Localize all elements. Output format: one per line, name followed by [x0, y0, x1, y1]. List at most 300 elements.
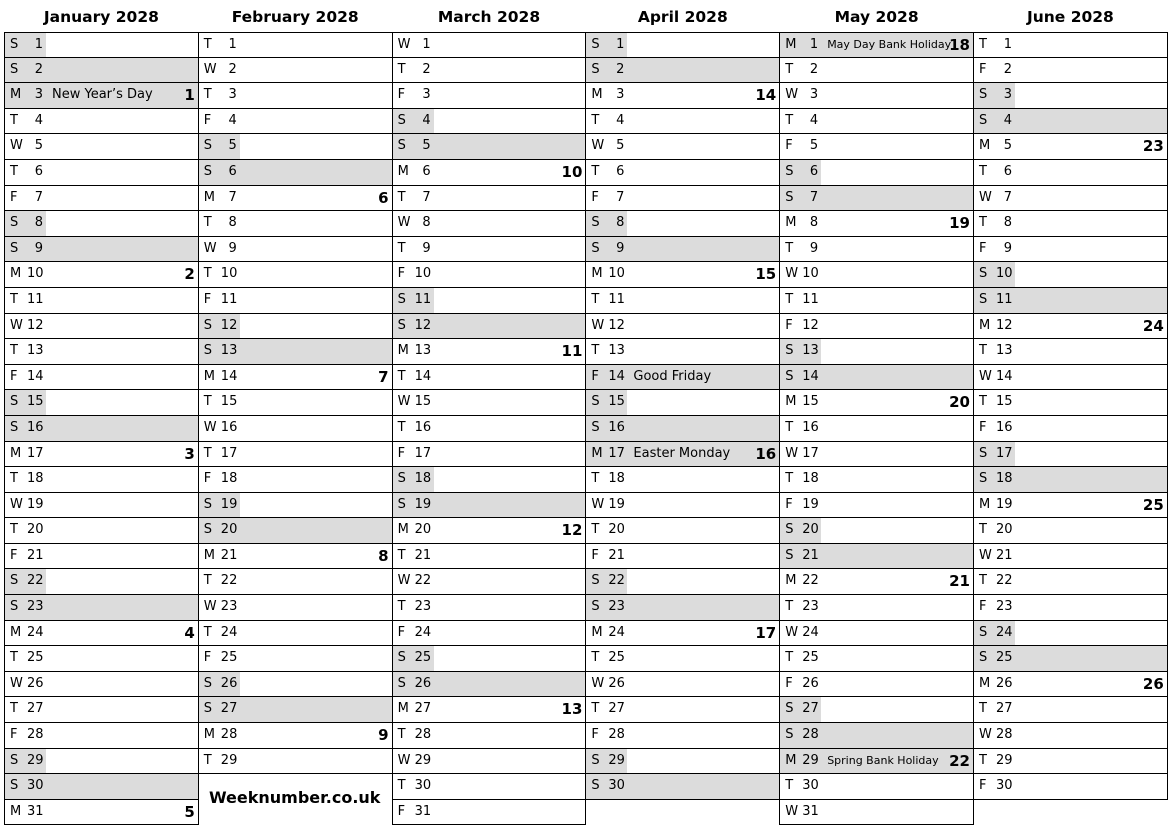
day-row[interactable] [198, 672, 392, 698]
day-row[interactable] [779, 749, 973, 775]
day-row[interactable] [585, 595, 779, 621]
day-row[interactable] [4, 83, 198, 109]
day-of-week: S [785, 163, 794, 179]
day-of-week: F [785, 317, 793, 333]
day-row[interactable] [973, 365, 1167, 391]
day-row[interactable] [198, 697, 392, 723]
day-number: 26 [608, 675, 625, 691]
day-row[interactable] [973, 621, 1167, 647]
day-row[interactable] [973, 339, 1167, 365]
day-row[interactable] [198, 723, 392, 749]
day-number: 9 [228, 240, 237, 256]
day-row[interactable] [198, 160, 392, 186]
day-row[interactable] [198, 467, 392, 493]
day-row[interactable] [973, 544, 1167, 570]
day-row[interactable] [4, 774, 198, 800]
day-row[interactable] [779, 339, 973, 365]
month-title: May 2028 [834, 8, 919, 26]
day-of-week: S [397, 112, 406, 128]
day-row[interactable] [198, 493, 392, 519]
day-row[interactable] [973, 416, 1167, 442]
day-row[interactable] [392, 134, 586, 160]
day-of-week: T [10, 650, 18, 666]
day-row[interactable] [585, 288, 779, 314]
day-row[interactable] [4, 595, 198, 621]
day-of-week: S [397, 317, 406, 333]
day-row[interactable] [779, 83, 973, 109]
day-row[interactable] [392, 518, 586, 544]
day-row[interactable] [4, 32, 198, 58]
day-row[interactable] [392, 442, 586, 468]
day-number: 1 [616, 37, 625, 52]
day-row[interactable] [779, 595, 973, 621]
day-number: 19 [996, 496, 1013, 512]
day-row[interactable] [198, 134, 392, 160]
day-row[interactable] [779, 32, 973, 58]
day-row[interactable] [779, 211, 973, 237]
day-of-week: S [203, 317, 213, 333]
day-number: 30 [996, 778, 1013, 794]
day-of-week: T [203, 752, 212, 768]
day-row[interactable] [585, 672, 779, 698]
day-row[interactable] [392, 467, 586, 493]
day-of-week: W [203, 599, 217, 615]
day-number: 7 [616, 189, 625, 205]
day-row[interactable] [973, 493, 1167, 519]
day-row[interactable] [973, 314, 1167, 340]
day-row[interactable] [392, 314, 586, 340]
day-row[interactable] [198, 621, 392, 647]
day-row[interactable] [4, 288, 198, 314]
day-row[interactable] [4, 621, 198, 647]
day-of-week: T [397, 547, 406, 563]
day-of-week: S [785, 547, 794, 563]
day-of-week: S [203, 343, 213, 359]
day-of-week: S [979, 624, 988, 640]
day-row[interactable] [4, 493, 198, 519]
day-number: 12 [996, 317, 1013, 333]
day-row[interactable] [198, 749, 392, 775]
day-row[interactable] [585, 416, 779, 442]
day-number: 7 [809, 189, 819, 205]
day-row[interactable] [198, 365, 392, 391]
day-row[interactable] [4, 211, 198, 237]
day-row[interactable] [973, 186, 1167, 212]
day-number: 27 [27, 701, 44, 717]
day-list [4, 32, 199, 825]
day-row[interactable] [4, 672, 198, 698]
day-row[interactable] [392, 32, 586, 58]
day-row[interactable] [392, 493, 586, 519]
day-number: 6 [1003, 163, 1012, 179]
day-row[interactable] [392, 262, 586, 288]
day-row[interactable] [973, 749, 1167, 775]
day-number: 19 [608, 496, 625, 512]
day-row[interactable] [392, 416, 586, 442]
day-row[interactable] [4, 314, 198, 340]
day-row[interactable] [4, 749, 198, 775]
holiday-label: May Day Bank Holiday [827, 38, 952, 51]
day-of-week: W [979, 189, 992, 205]
day-row[interactable] [779, 467, 973, 493]
day-number: 24 [414, 624, 432, 640]
day-number: 13 [996, 343, 1013, 359]
day-of-week: W [979, 547, 992, 563]
day-row[interactable] [198, 646, 392, 672]
day-number: 1 [422, 37, 431, 52]
day-number: 9 [1003, 240, 1012, 256]
day-row[interactable] [585, 442, 779, 468]
day-row[interactable] [392, 595, 586, 621]
day-of-week: T [397, 189, 406, 205]
day-of-week: S [397, 650, 406, 666]
day-row[interactable] [4, 134, 198, 160]
day-row[interactable] [779, 518, 973, 544]
day-of-week: S [591, 37, 600, 52]
day-of-week: T [203, 215, 212, 231]
day-number: 27 [220, 701, 238, 717]
day-row[interactable] [585, 697, 779, 723]
day-row[interactable] [779, 723, 973, 749]
day-number: 15 [27, 394, 44, 410]
day-row[interactable] [392, 365, 586, 391]
day-row[interactable] [392, 774, 586, 800]
day-row[interactable] [973, 595, 1167, 621]
day-number: 26 [996, 675, 1013, 691]
month-column [392, 0, 587, 825]
day-row[interactable] [198, 58, 392, 84]
day-row[interactable] [779, 646, 973, 672]
day-of-week: M [785, 215, 797, 231]
day-of-week: T [979, 522, 987, 538]
day-row[interactable] [198, 109, 392, 135]
day-of-week: S [979, 650, 988, 666]
day-row[interactable] [973, 467, 1167, 493]
day-of-week: F [203, 650, 212, 666]
day-row[interactable] [585, 365, 779, 391]
day-number: 29 [220, 752, 238, 768]
day-row[interactable] [392, 237, 586, 263]
day-of-week: F [785, 675, 793, 691]
day-row[interactable] [198, 32, 392, 58]
day-of-week: S [591, 599, 600, 615]
day-row[interactable] [973, 109, 1167, 135]
day-row[interactable] [4, 442, 198, 468]
day-row[interactable] [585, 314, 779, 340]
day-row[interactable] [4, 697, 198, 723]
day-number: 17 [414, 445, 432, 461]
day-number: 24 [220, 624, 238, 640]
day-of-week: F [397, 624, 406, 640]
day-number: 2 [809, 61, 819, 77]
day-row[interactable] [779, 237, 973, 263]
day-of-week: W [785, 803, 799, 819]
day-row[interactable] [4, 416, 198, 442]
day-number: 5 [809, 138, 819, 154]
day-row[interactable] [198, 595, 392, 621]
day-row[interactable] [779, 288, 973, 314]
day-row[interactable] [392, 621, 586, 647]
day-row[interactable] [779, 569, 973, 595]
day-number: 16 [608, 419, 625, 435]
day-number: 10 [802, 266, 819, 282]
week-number: 3 [184, 444, 195, 463]
day-row[interactable] [198, 339, 392, 365]
day-number: 15 [996, 394, 1013, 410]
day-number: 9 [34, 240, 43, 256]
day-number: 18 [220, 471, 238, 487]
day-row[interactable] [585, 160, 779, 186]
day-row[interactable] [392, 646, 586, 672]
day-row[interactable] [198, 416, 392, 442]
day-of-week: S [203, 496, 213, 512]
day-number: 3 [616, 87, 625, 103]
day-row[interactable] [585, 339, 779, 365]
day-row[interactable] [585, 518, 779, 544]
day-row[interactable] [585, 211, 779, 237]
day-number: 13 [27, 343, 44, 359]
day-row[interactable] [585, 723, 779, 749]
day-of-week: T [979, 752, 987, 768]
day-number: 5 [422, 138, 431, 154]
day-row[interactable] [585, 109, 779, 135]
day-row[interactable] [198, 83, 392, 109]
day-row[interactable] [973, 442, 1167, 468]
day-of-week: F [203, 471, 212, 487]
day-row[interactable] [585, 134, 779, 160]
day-row[interactable] [4, 160, 198, 186]
day-number: 14 [414, 368, 432, 384]
day-number: 25 [608, 650, 625, 666]
day-row[interactable] [779, 365, 973, 391]
day-row[interactable] [585, 83, 779, 109]
day-row[interactable] [779, 390, 973, 416]
day-row[interactable] [4, 467, 198, 493]
day-number: 3 [228, 87, 237, 103]
day-row[interactable] [585, 186, 779, 212]
day-row[interactable] [973, 134, 1167, 160]
day-row[interactable] [392, 390, 586, 416]
day-row[interactable] [779, 672, 973, 698]
day-row[interactable] [973, 58, 1167, 84]
day-of-week: F [10, 368, 18, 384]
day-row[interactable] [4, 237, 198, 263]
day-row[interactable] [392, 697, 586, 723]
day-row[interactable] [585, 262, 779, 288]
day-of-week: T [785, 240, 794, 256]
day-of-week: T [397, 419, 406, 435]
day-row[interactable] [779, 109, 973, 135]
day-of-week: S [591, 573, 600, 589]
day-row[interactable] [198, 262, 392, 288]
day-of-week: F [203, 291, 212, 307]
day-number: 13 [220, 343, 238, 359]
day-row[interactable] [392, 109, 586, 135]
day-number: 14 [608, 368, 625, 384]
day-row[interactable] [585, 237, 779, 263]
day-row[interactable] [973, 32, 1167, 58]
day-row[interactable] [973, 569, 1167, 595]
day-row[interactable] [779, 416, 973, 442]
day-row[interactable] [779, 800, 973, 826]
day-row[interactable] [198, 186, 392, 212]
day-of-week: M [10, 445, 22, 461]
day-of-week: S [203, 701, 213, 717]
day-row[interactable] [973, 697, 1167, 723]
day-row[interactable] [585, 544, 779, 570]
week-number: 8 [378, 546, 389, 565]
day-row[interactable] [392, 800, 586, 826]
day-row[interactable] [392, 288, 586, 314]
day-row[interactable] [392, 749, 586, 775]
day-row[interactable] [779, 697, 973, 723]
holiday-label: Spring Bank Holiday [827, 753, 939, 767]
day-row[interactable] [392, 339, 586, 365]
day-row[interactable] [4, 109, 198, 135]
day-row[interactable] [585, 467, 779, 493]
day-of-week: F [591, 727, 599, 743]
day-row[interactable] [585, 621, 779, 647]
day-row[interactable] [4, 339, 198, 365]
day-row[interactable] [585, 390, 779, 416]
day-number: 11 [608, 291, 625, 307]
day-of-week: W [397, 573, 411, 589]
day-number: 22 [414, 573, 432, 589]
day-row[interactable] [392, 723, 586, 749]
day-row[interactable] [198, 544, 392, 570]
day-row[interactable] [973, 672, 1167, 698]
day-of-week: T [397, 61, 406, 77]
day-row[interactable] [973, 723, 1167, 749]
day-row[interactable] [4, 262, 198, 288]
day-of-week: M [10, 266, 22, 282]
day-number: 6 [616, 163, 625, 179]
day-of-week: S [10, 61, 19, 77]
day-row[interactable] [585, 646, 779, 672]
day-row[interactable] [973, 160, 1167, 186]
day-row[interactable] [779, 442, 973, 468]
day-number: 26 [27, 675, 44, 691]
day-row[interactable] [585, 58, 779, 84]
day-row[interactable] [585, 749, 779, 775]
day-number: 1 [34, 37, 43, 52]
day-number: 23 [608, 599, 625, 615]
day-row[interactable] [392, 211, 586, 237]
day-of-week: S [591, 61, 600, 77]
day-row[interactable] [392, 569, 586, 595]
day-row[interactable] [973, 211, 1167, 237]
day-row[interactable] [198, 314, 392, 340]
day-row[interactable] [4, 646, 198, 672]
day-number: 12 [608, 317, 625, 333]
day-of-week: T [10, 522, 18, 538]
day-row[interactable] [392, 186, 586, 212]
site-brand[interactable]: Weeknumber.co.uk [208, 788, 381, 808]
day-row[interactable] [973, 390, 1167, 416]
day-row[interactable] [198, 288, 392, 314]
day-of-week: M [203, 189, 216, 205]
day-row[interactable] [4, 390, 198, 416]
day-list [779, 32, 974, 825]
day-row[interactable] [198, 518, 392, 544]
day-row[interactable] [973, 518, 1167, 544]
day-number: 25 [802, 650, 819, 666]
day-row[interactable] [973, 237, 1167, 263]
day-row[interactable] [4, 58, 198, 84]
day-row[interactable] [198, 442, 392, 468]
day-number: 24 [27, 624, 44, 640]
day-row[interactable] [198, 237, 392, 263]
day-row[interactable] [973, 288, 1167, 314]
day-row[interactable] [392, 160, 586, 186]
day-row[interactable] [779, 493, 973, 519]
day-row[interactable] [4, 518, 198, 544]
day-number: 4 [422, 112, 431, 128]
day-row[interactable] [4, 569, 198, 595]
day-of-week: S [785, 189, 794, 205]
day-row[interactable] [4, 544, 198, 570]
day-number: 20 [27, 522, 44, 538]
day-row[interactable] [392, 544, 586, 570]
day-row[interactable] [585, 493, 779, 519]
day-number: 19 [414, 496, 432, 512]
day-row[interactable] [4, 800, 198, 826]
day-number: 29 [27, 752, 44, 768]
day-of-week: T [203, 266, 212, 282]
day-row[interactable] [4, 186, 198, 212]
day-row[interactable] [779, 160, 973, 186]
day-number: 31 [27, 803, 44, 819]
day-row[interactable] [585, 774, 779, 800]
day-of-week: S [10, 240, 19, 256]
day-row[interactable] [392, 672, 586, 698]
day-row[interactable] [973, 774, 1167, 800]
day-of-week: T [203, 394, 212, 410]
day-row[interactable] [198, 390, 392, 416]
day-row[interactable] [779, 774, 973, 800]
day-number: 23 [414, 599, 432, 615]
day-number: 15 [220, 394, 238, 410]
day-of-week: T [10, 701, 18, 717]
day-number: 16 [802, 419, 819, 435]
day-row[interactable] [392, 58, 586, 84]
day-row[interactable] [779, 544, 973, 570]
day-row[interactable] [779, 58, 973, 84]
day-row[interactable] [973, 262, 1167, 288]
week-number: 4 [184, 623, 195, 642]
day-row[interactable] [4, 723, 198, 749]
month-column [973, 0, 1168, 800]
day-row[interactable] [779, 621, 973, 647]
day-row[interactable] [779, 186, 973, 212]
day-row[interactable] [779, 314, 973, 340]
day-of-week: F [10, 547, 18, 563]
holiday-label: New Year’s Day [52, 87, 153, 103]
day-row[interactable] [198, 569, 392, 595]
day-row[interactable] [779, 134, 973, 160]
day-row[interactable] [585, 569, 779, 595]
day-row[interactable] [4, 365, 198, 391]
day-number: 20 [414, 522, 432, 538]
day-row[interactable] [198, 211, 392, 237]
day-row[interactable] [585, 32, 779, 58]
day-row[interactable] [973, 646, 1167, 672]
day-of-week: T [979, 215, 987, 231]
day-of-week: S [979, 87, 988, 103]
day-row[interactable] [973, 83, 1167, 109]
day-row[interactable] [392, 83, 586, 109]
day-row[interactable] [779, 262, 973, 288]
